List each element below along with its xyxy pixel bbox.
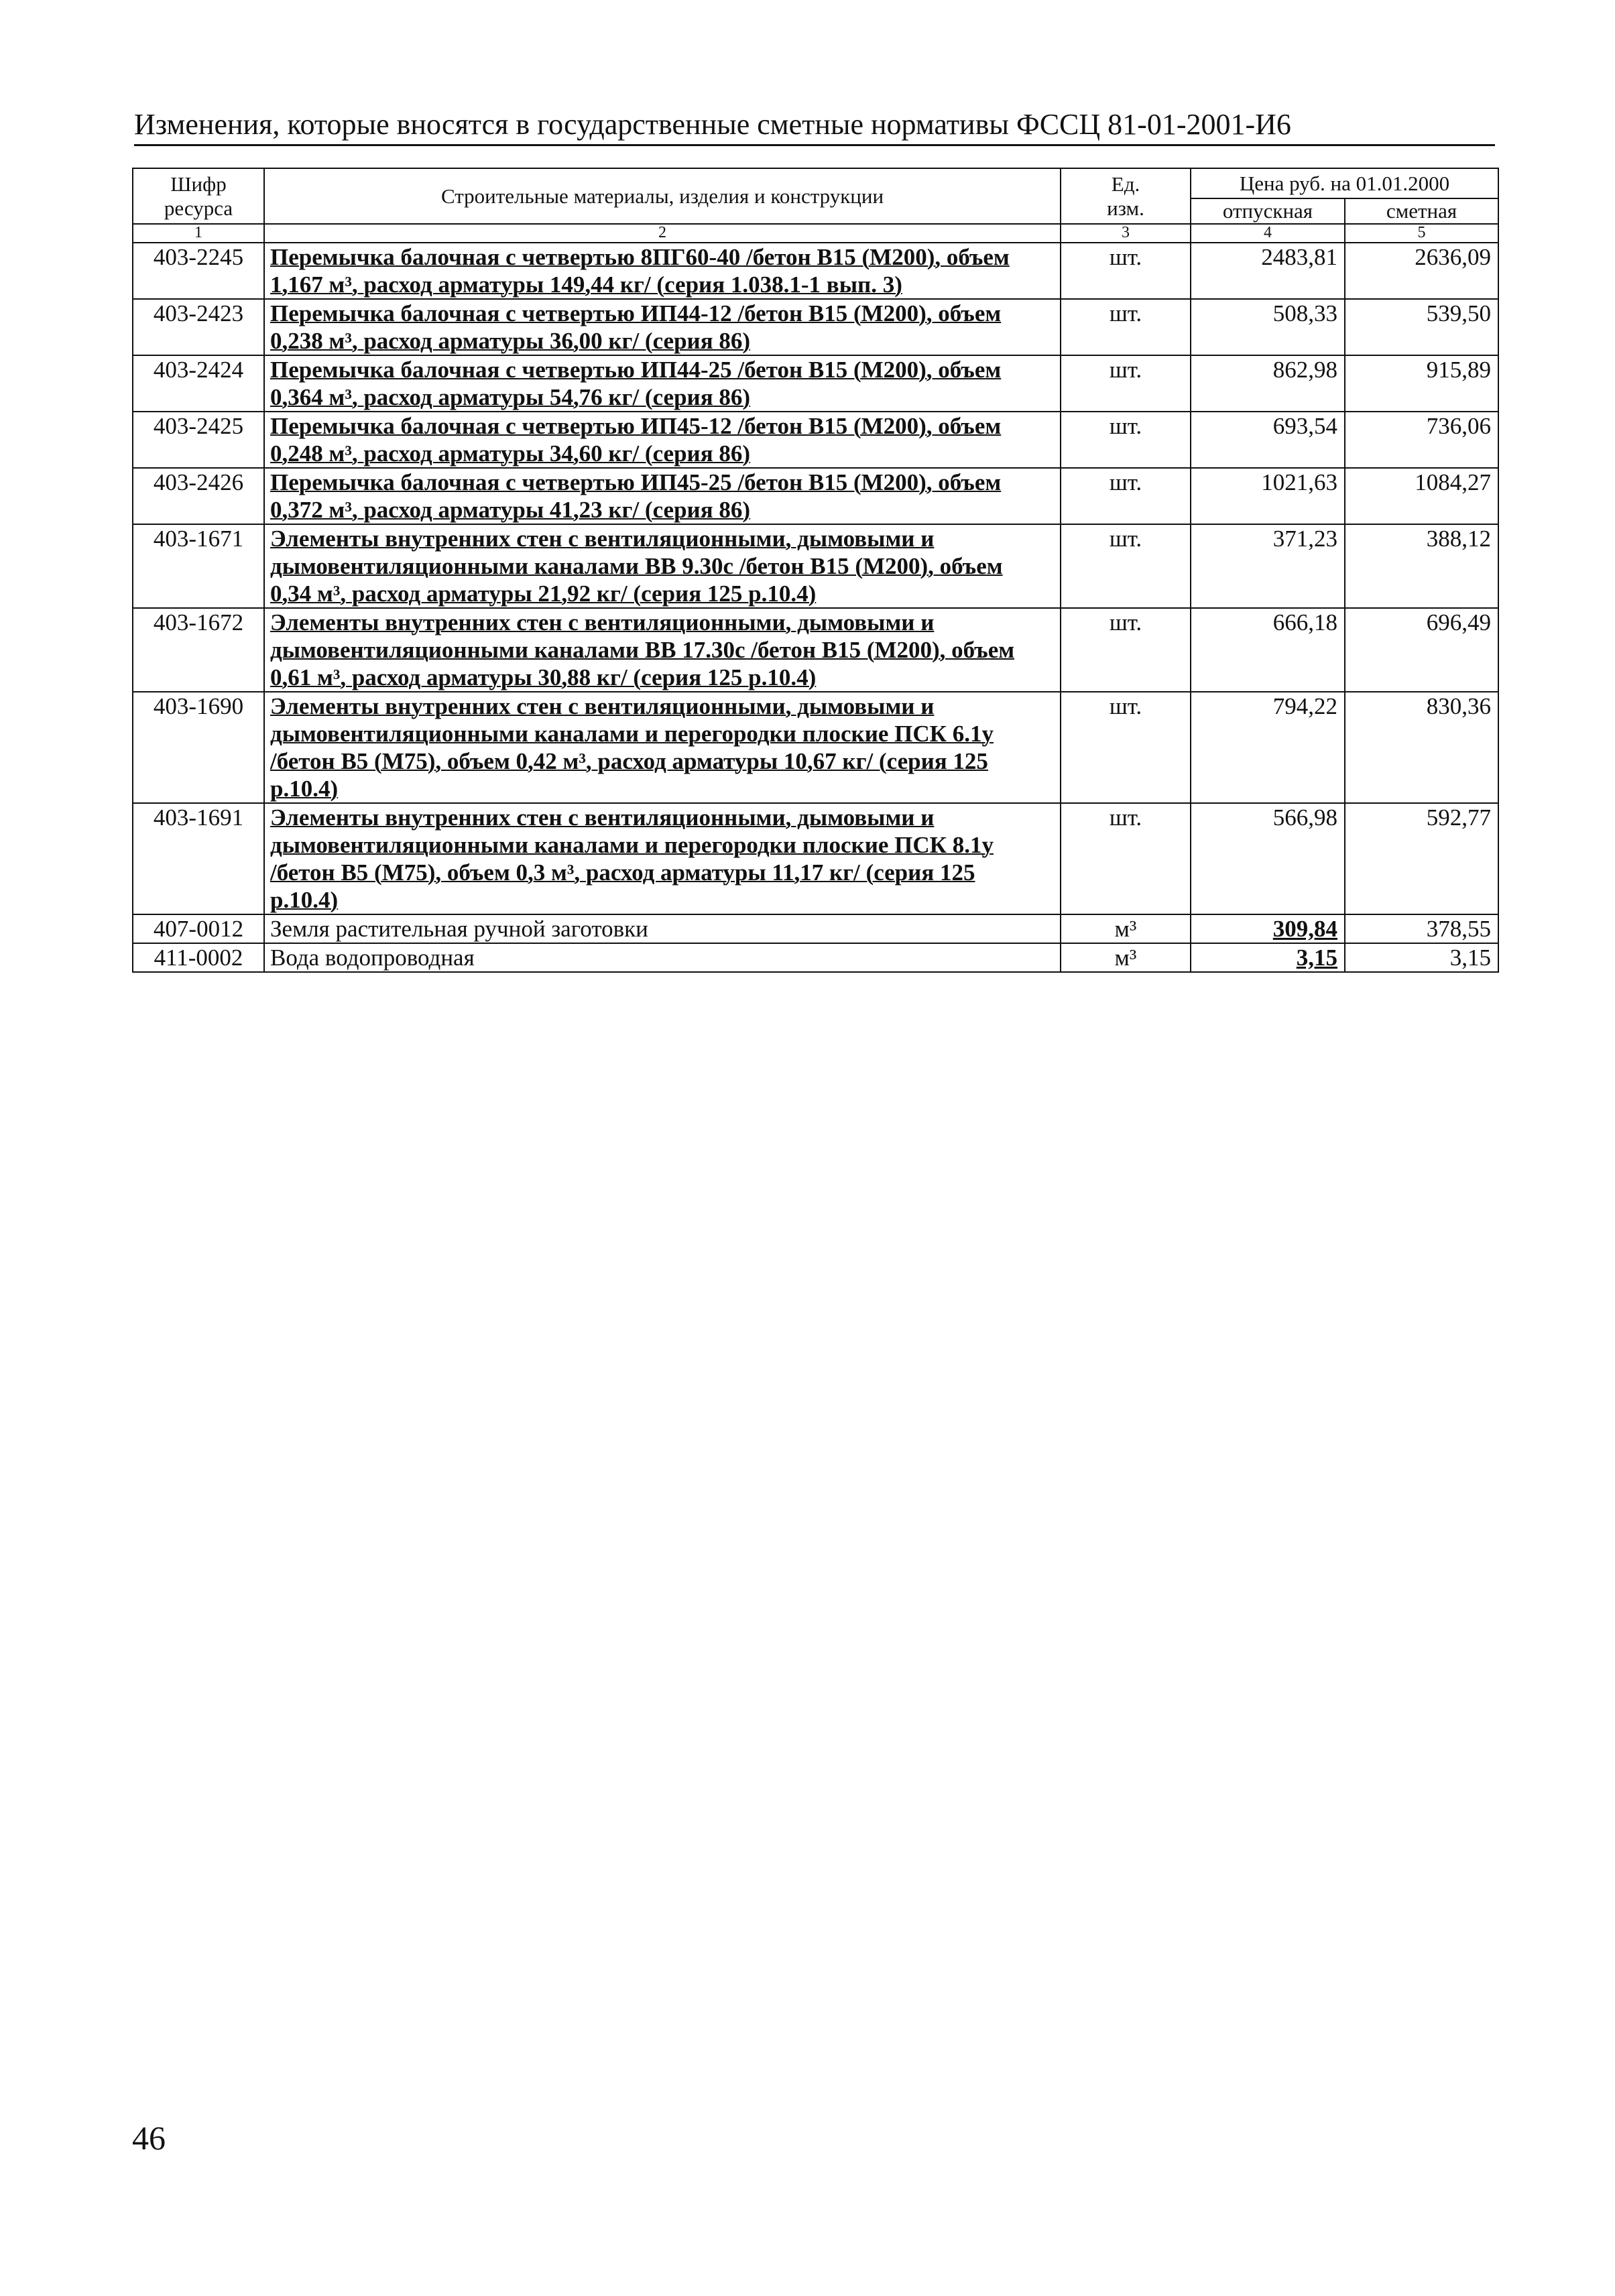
- description-line: /бетон В5 (М75), объем 0,3 м³, расход арматуры 11,17 кг/ (серия 125: [270, 859, 975, 886]
- col-number-3: 3: [1061, 224, 1191, 243]
- col-header-code-line1: Шифр: [170, 172, 227, 196]
- resource-code: 403-2426: [133, 468, 264, 524]
- materials-price-table: [132, 168, 1499, 973]
- estimate-price: 592,77: [1345, 803, 1498, 914]
- estimate-price: 915,89: [1345, 355, 1498, 412]
- description-line: Элементы внутренних стен с вентиляционными, дымовыми и: [270, 609, 935, 636]
- description-line: дымовентиляционными каналами ВВ 9.30с /бетон В15 (М200), объем: [270, 553, 1003, 579]
- description-line: 0,238 м³, расход арматуры 36,00 кг/ (серия 86): [270, 328, 751, 354]
- material-description: [264, 524, 1061, 608]
- col-header-unit-line2: изм.: [1107, 196, 1144, 220]
- description-line: Перемычка балочная с четвертью ИП44-12 /бетон В15 (М200), объем: [270, 300, 1002, 326]
- release-price: 371,23: [1191, 524, 1345, 608]
- unit-of-measure: шт.: [1061, 299, 1191, 355]
- col-header-code-line2: ресурса: [164, 196, 233, 220]
- description-line: дымовентиляционными каналами и перегородки плоские ПСК 6.1у: [270, 721, 994, 747]
- col-header-release-price: отпускная: [1191, 198, 1345, 224]
- unit-of-measure: шт.: [1061, 412, 1191, 468]
- estimate-price: 2636,09: [1345, 243, 1498, 299]
- col-number-1: 1: [133, 224, 264, 243]
- col-number-4: 4: [1191, 224, 1345, 243]
- page-number: 46: [132, 2119, 166, 2157]
- resource-code: 407-0012: [133, 914, 264, 943]
- release-price: 3,15: [1191, 943, 1345, 972]
- unit-of-measure: шт.: [1061, 803, 1191, 914]
- material-description: [264, 412, 1061, 468]
- description-line: /бетон В5 (М75), объем 0,42 м³, расход арматуры 10,67 кг/ (серия 125: [270, 748, 988, 774]
- estimate-price: 736,06: [1345, 412, 1498, 468]
- resource-code: 411-0002: [133, 943, 264, 972]
- unit-of-measure: шт.: [1061, 608, 1191, 692]
- description-line: Элементы внутренних стен с вентиляционными, дымовыми и: [270, 526, 935, 552]
- description-line: Перемычка балочная с четвертью ИП44-25 /бетон В15 (М200), объем: [270, 357, 1002, 383]
- material-description: [264, 355, 1061, 412]
- description-line: 0,248 м³, расход арматуры 34,60 кг/ (серия 86): [270, 440, 751, 467]
- description-line: Перемычка балочная с четвертью 8ПГ60-40 /бетон В15 (М200), объем: [270, 244, 1010, 270]
- description-line: Перемычка балочная с четвертью ИП45-12 /бетон В15 (М200), объем: [270, 413, 1002, 439]
- release-price: 693,54: [1191, 412, 1345, 468]
- release-price: 2483,81: [1191, 243, 1345, 299]
- description-line: 0,372 м³, расход арматуры 41,23 кг/ (серия 86): [270, 497, 751, 523]
- material-description: [264, 243, 1061, 299]
- unit-of-measure: м³: [1061, 943, 1191, 972]
- material-description: [264, 299, 1061, 355]
- estimate-price: 539,50: [1345, 299, 1498, 355]
- page-header-title: Изменения, которые вносятся в государственные сметные нормативы ФССЦ 81-01-2001-И6: [134, 108, 1291, 141]
- material-description: [264, 608, 1061, 692]
- release-price: 508,33: [1191, 299, 1345, 355]
- description-line: 0,61 м³, расход арматуры 30,88 кг/ (серия 125 р.10.4): [270, 664, 817, 690]
- description-line: 0,34 м³, расход арматуры 21,92 кг/ (серия 125 р.10.4): [270, 581, 817, 607]
- col-header-unit-line1: Ед.: [1111, 172, 1140, 196]
- col-header-price-group: Цена руб. на 01.01.2000: [1191, 168, 1498, 198]
- unit-of-measure: шт.: [1061, 524, 1191, 608]
- release-price: 666,18: [1191, 608, 1345, 692]
- estimate-price: 1084,27: [1345, 468, 1498, 524]
- description-line: Перемычка балочная с четвертью ИП45-25 /бетон В15 (М200), объем: [270, 469, 1002, 495]
- resource-code: 403-2423: [133, 299, 264, 355]
- resource-code: 403-1671: [133, 524, 264, 608]
- material-description: [264, 803, 1061, 914]
- table-body: [133, 243, 1498, 972]
- estimate-price: 3,15: [1345, 943, 1498, 972]
- table-row: [133, 468, 1498, 524]
- resource-code: 403-2245: [133, 243, 264, 299]
- description-line: дымовентиляционными каналами и перегородки плоские ПСК 8.1у: [270, 832, 994, 858]
- resource-code: 403-1672: [133, 608, 264, 692]
- resource-code: 403-2425: [133, 412, 264, 468]
- col-header-unit: [1061, 168, 1191, 224]
- table-row: [133, 524, 1498, 608]
- unit-of-measure: шт.: [1061, 692, 1191, 803]
- release-price: 566,98: [1191, 803, 1345, 914]
- material-description: [264, 914, 1061, 943]
- estimate-price: 696,49: [1345, 608, 1498, 692]
- description-line: дымовентиляционными каналами ВВ 17.30с /бетон В15 (М200), объем: [270, 637, 1015, 663]
- unit-of-measure: шт.: [1061, 355, 1191, 412]
- table-row: [133, 803, 1498, 914]
- estimate-price: 388,12: [1345, 524, 1498, 608]
- unit-of-measure: шт.: [1061, 468, 1191, 524]
- col-number-2: 2: [264, 224, 1061, 243]
- estimate-price: 830,36: [1345, 692, 1498, 803]
- description-line: Вода водопроводная: [270, 945, 475, 971]
- header-divider: [134, 144, 1495, 146]
- release-price: 862,98: [1191, 355, 1345, 412]
- resource-code: 403-1690: [133, 692, 264, 803]
- material-description: [264, 943, 1061, 972]
- estimate-price: 378,55: [1345, 914, 1498, 943]
- unit-of-measure: шт.: [1061, 243, 1191, 299]
- description-line: Земля растительная ручной заготовки: [270, 916, 648, 942]
- table-row: [133, 943, 1498, 972]
- description-line: 1,167 м³, расход арматуры 149,44 кг/ (серия 1.038.1-1 вып. 3): [270, 271, 902, 298]
- col-header-description: Строительные материалы, изделия и конструкции: [264, 168, 1061, 224]
- description-line: Элементы внутренних стен с вентиляционными, дымовыми и: [270, 693, 935, 719]
- description-line: Элементы внутренних стен с вентиляционными, дымовыми и: [270, 804, 935, 831]
- col-header-code: [133, 168, 264, 224]
- table-row: [133, 412, 1498, 468]
- release-price: 1021,63: [1191, 468, 1345, 524]
- resource-code: 403-2424: [133, 355, 264, 412]
- table-row: [133, 299, 1498, 355]
- table-row: [133, 692, 1498, 803]
- material-description: [264, 468, 1061, 524]
- release-price: 309,84: [1191, 914, 1345, 943]
- release-price: 794,22: [1191, 692, 1345, 803]
- table-row: [133, 914, 1498, 943]
- resource-code: 403-1691: [133, 803, 264, 914]
- description-line: р.10.4): [270, 887, 339, 913]
- material-description: [264, 692, 1061, 803]
- col-number-5: 5: [1345, 224, 1498, 243]
- col-header-estimate-price: сметная: [1345, 198, 1498, 224]
- table-row: [133, 608, 1498, 692]
- description-line: р.10.4): [270, 776, 339, 802]
- description-line: 0,364 м³, расход арматуры 54,76 кг/ (серия 86): [270, 384, 751, 410]
- table-row: [133, 243, 1498, 299]
- unit-of-measure: м³: [1061, 914, 1191, 943]
- table-row: [133, 355, 1498, 412]
